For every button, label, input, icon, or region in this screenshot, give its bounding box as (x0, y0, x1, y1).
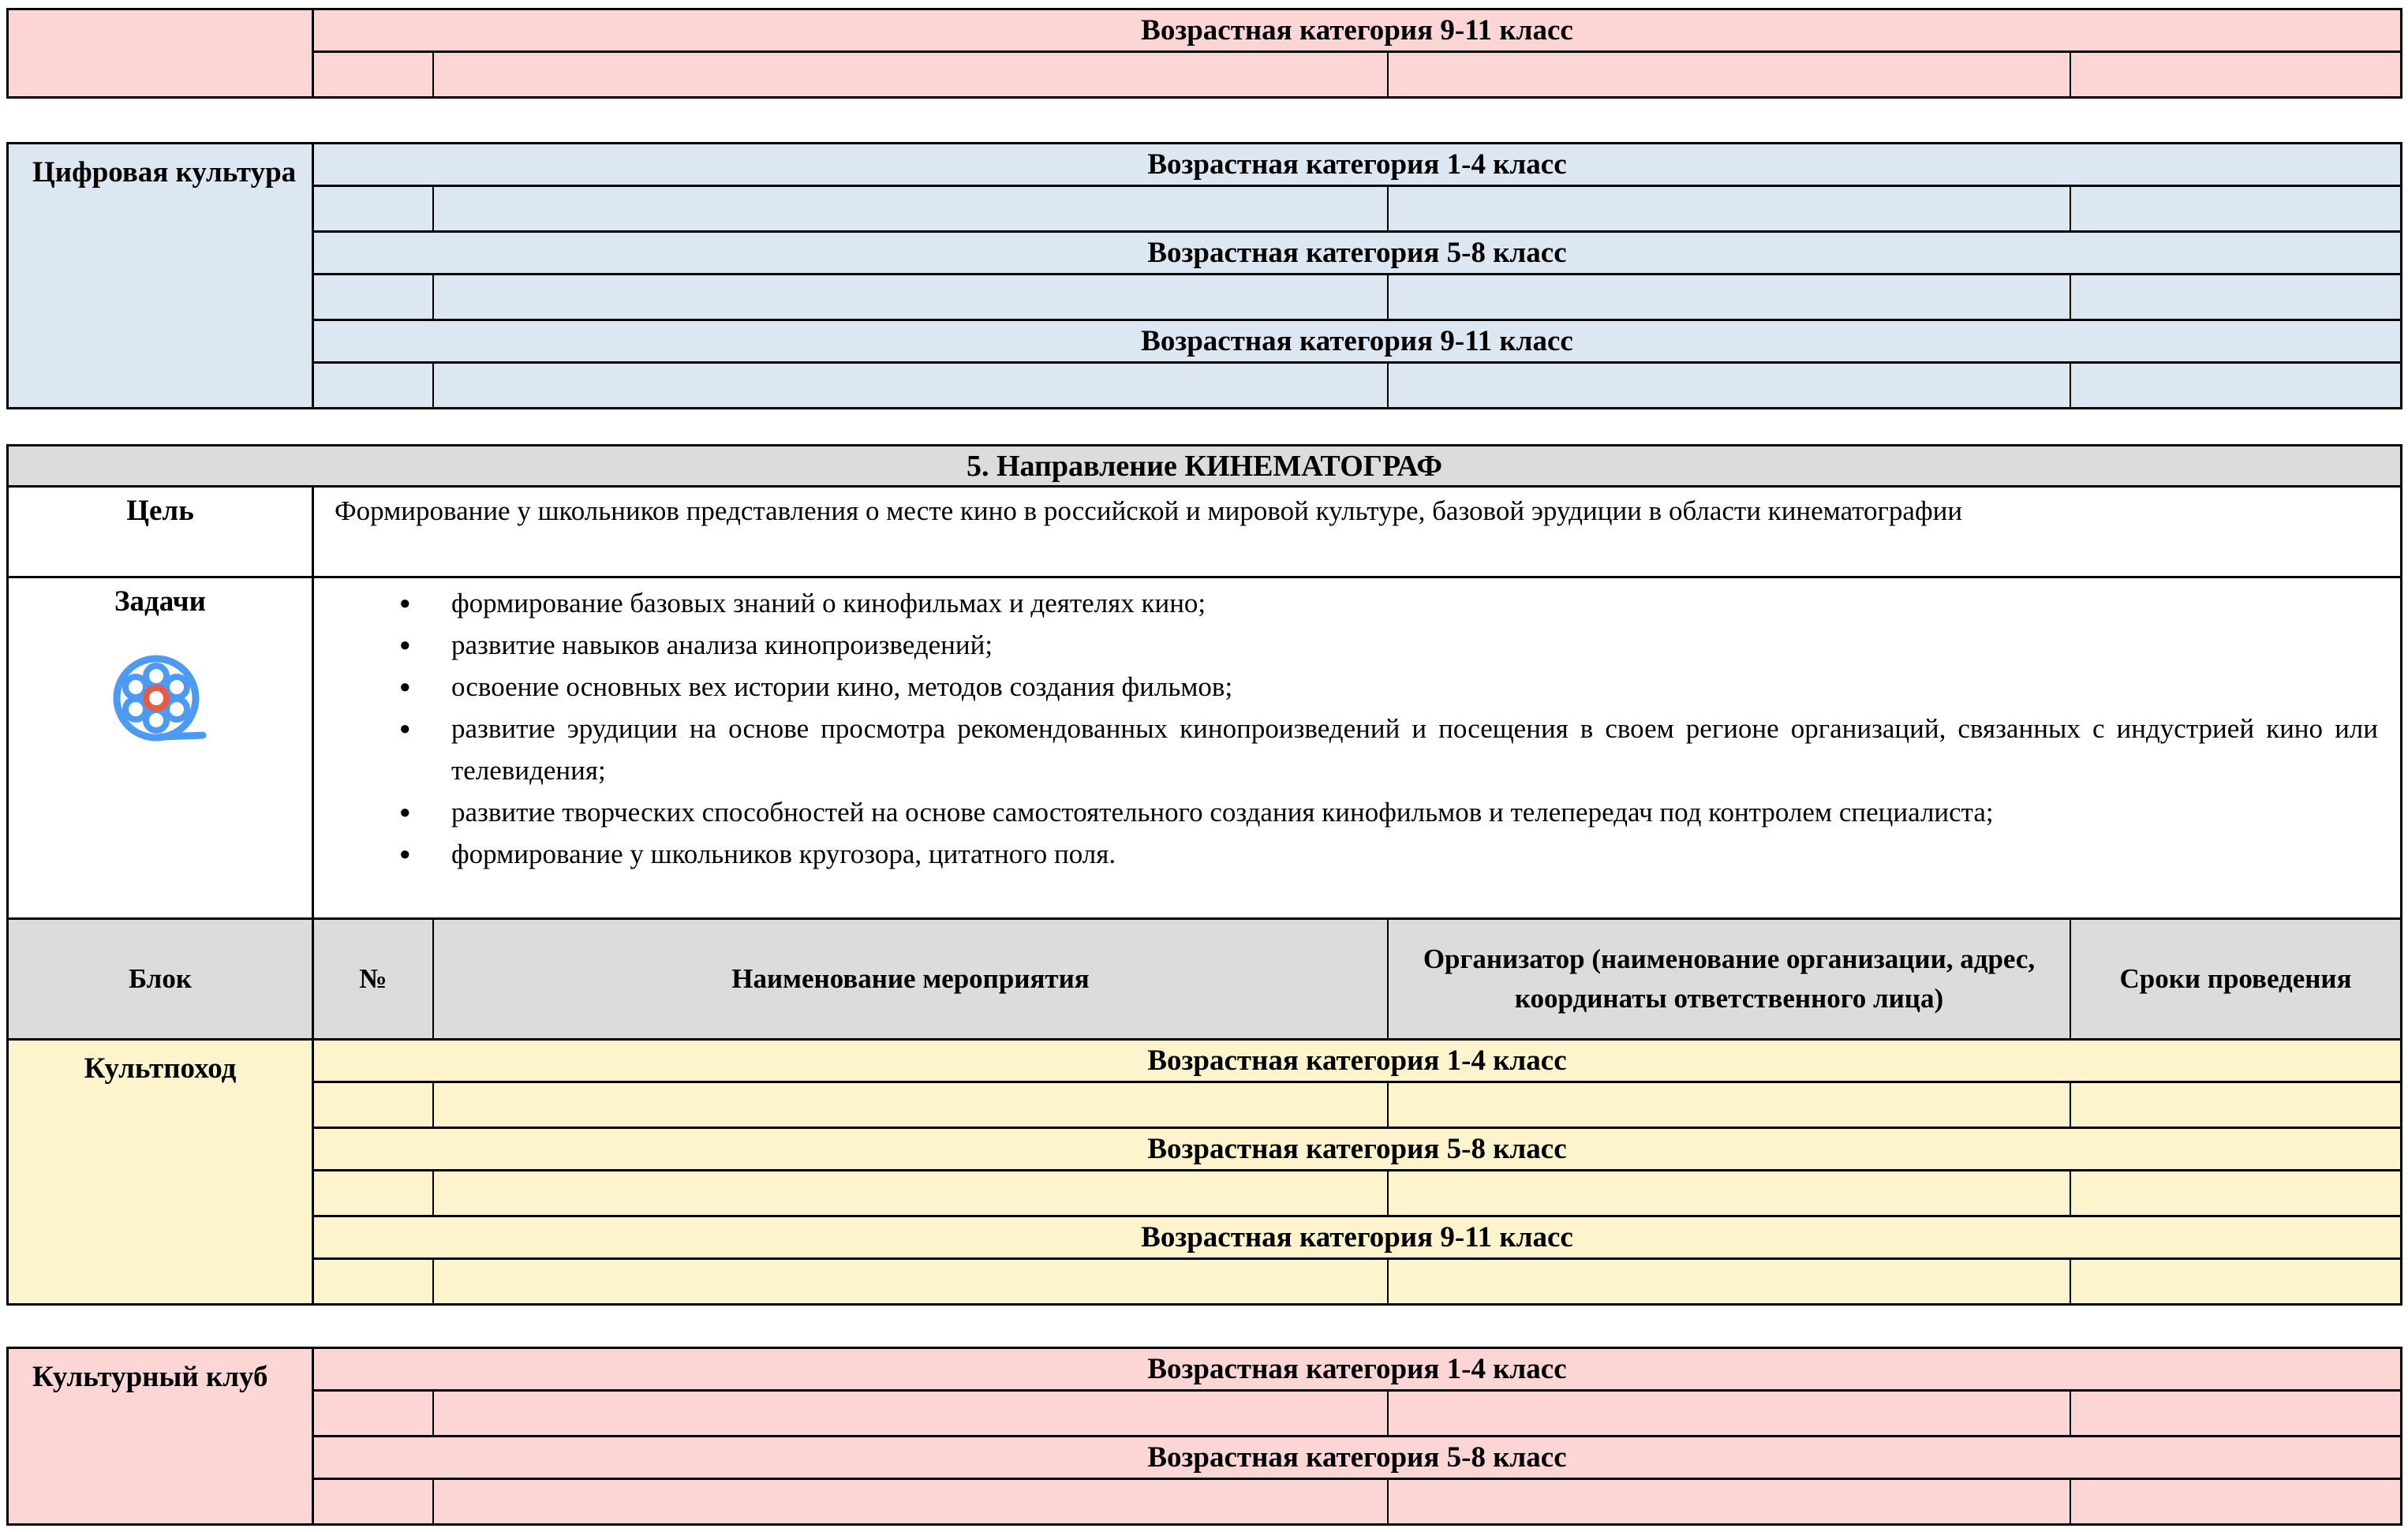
empty-cell-c2 (314, 1392, 432, 1435)
column-header-5: Сроки проведения (2070, 920, 2400, 1038)
empty-cell-c5 (2070, 1171, 2400, 1215)
task-bullet: ● развитие творческих способностей на основе самостоятельного создания кинофильмов и телепередач под контролем специалиста; (335, 791, 2380, 833)
column-header-1: Блок (9, 920, 314, 1038)
tasks-bullets (335, 582, 2380, 875)
task-bullet: ● освоение основных вех истории кино, методов создания фильмов; (335, 666, 2380, 708)
column-header-2: № (359, 963, 387, 994)
empty-cell-c4 (1387, 275, 2070, 319)
section-title: 5. Направление КИНЕМАТОГРАФ (9, 447, 2400, 488)
age-category-header: Возрастная категория 9-11 класс (314, 319, 2400, 361)
goal-text: Формирование у школьников представления о месте кино в российской и мировой культуре, базовой эрудиции в области кинематографии (335, 495, 1963, 526)
tasks-text-cell (314, 578, 2400, 917)
empty-cell-c5 (2070, 1480, 2400, 1523)
empty-cell-c3 (432, 1083, 1387, 1127)
tasks-label: Задачи (114, 585, 206, 618)
empty-cell-c2 (314, 1260, 432, 1303)
goal-row (9, 488, 2400, 578)
empty-cell-c4 (1387, 1171, 2070, 1215)
task-bullet: ● формирование базовых знаний о кинофильмах и деятелях кино; (335, 582, 2380, 624)
empty-cell-c2 (314, 1171, 432, 1215)
empty-cell-c3 (432, 1392, 1387, 1435)
age-category-header: Возрастная категория 5-8 класс (314, 1127, 2400, 1169)
block-name: Цифровая культура (9, 144, 314, 407)
empty-cell-c2 (314, 53, 432, 96)
block-section-digital-culture (6, 142, 2402, 409)
empty-entry-row (314, 185, 2400, 230)
empty-entry-row (314, 1169, 2400, 1215)
empty-cell-c5 (2070, 1392, 2400, 1435)
block-name (9, 10, 314, 96)
age-category-header: Возрастная категория 9-11 класс (314, 1215, 2400, 1257)
row-spacer (6, 1306, 2402, 1347)
empty-entry-row (314, 1081, 2400, 1127)
empty-cell-c5 (2070, 53, 2400, 96)
task-bullet: ● развитие навыков анализа кинопроизведений; (335, 624, 2380, 666)
empty-cell-c4 (1387, 1392, 2070, 1435)
block-name: Культпоход (9, 1041, 314, 1303)
column-header-3: Наименование мероприятия (432, 920, 1387, 1038)
empty-cell-c2 (314, 364, 432, 407)
task-bullet: ● формирование у школьников кругозора, цитатного поля. (335, 833, 2380, 875)
empty-cell-c3 (432, 364, 1387, 407)
empty-cell-c2 (314, 275, 432, 319)
age-category-header: Возрастная категория 5-8 класс (314, 230, 2400, 273)
empty-cell-c3 (432, 1260, 1387, 1303)
block-section-kultpohod (9, 1041, 2400, 1303)
empty-cell-c4 (1387, 364, 2070, 407)
age-category-header: Возрастная категория 5-8 класс (314, 1435, 2400, 1478)
empty-entry-row (314, 1389, 2400, 1435)
empty-entry-row (314, 1257, 2400, 1303)
task-bullet: ● развитие эрудиции на основе просмотра рекомендованных кинопроизведений и посещения в своем регионе организаций, связанных с индустрией кино или телевидения; (335, 708, 2380, 791)
empty-cell-c5 (2070, 187, 2400, 230)
empty-cell-c5 (2070, 1260, 2400, 1303)
empty-entry-row (314, 361, 2400, 407)
empty-cell-c5 (2070, 275, 2400, 319)
block-section-top (6, 8, 2402, 99)
age-category-header: Возрастная категория 9-11 класс (1141, 14, 1573, 47)
age-category-header: Возрастная категория 1-4 класс (1147, 1353, 1567, 1385)
empty-cell-c5 (2070, 1083, 2400, 1127)
row-spacer (6, 409, 2402, 444)
film-reel-icon (107, 652, 214, 760)
empty-entry-row (314, 1478, 2400, 1523)
age-category-header: Возрастная категория 1-4 класс (1147, 1044, 1567, 1077)
empty-cell-c3 (432, 1480, 1387, 1523)
empty-entry-row (314, 273, 2400, 319)
empty-cell-c4 (1387, 1083, 2070, 1127)
empty-cell-c3 (432, 187, 1387, 230)
empty-cell-c3 (432, 53, 1387, 96)
block-section-kulturny-klub (6, 1347, 2402, 1526)
empty-entry-row (314, 50, 2400, 96)
age-category-header: Возрастная категория 1-4 класс (1147, 148, 1567, 181)
column-header-4: Организатор (наименование организации, адрес, координаты ответственного лица) (1387, 920, 2070, 1038)
row-spacer (6, 99, 2402, 142)
empty-cell-c2 (314, 187, 432, 230)
tasks-label-cell (9, 578, 314, 917)
table-column-header-row (9, 920, 2400, 1041)
tasks-row (9, 578, 2400, 920)
empty-cell-c4 (1387, 1480, 2070, 1523)
empty-cell-c4 (1387, 187, 2070, 230)
block-name: Культурный клуб (9, 1349, 314, 1523)
empty-cell-c5 (2070, 364, 2400, 407)
empty-cell-c4 (1387, 1260, 2070, 1303)
goal-label: Цель (9, 488, 314, 576)
section-cinema-table (6, 444, 2402, 1306)
empty-cell-c3 (432, 1171, 1387, 1215)
empty-cell-c2 (314, 1083, 432, 1127)
empty-cell-c2 (314, 1480, 432, 1523)
empty-cell-c3 (432, 275, 1387, 319)
empty-cell-c4 (1387, 53, 2070, 96)
